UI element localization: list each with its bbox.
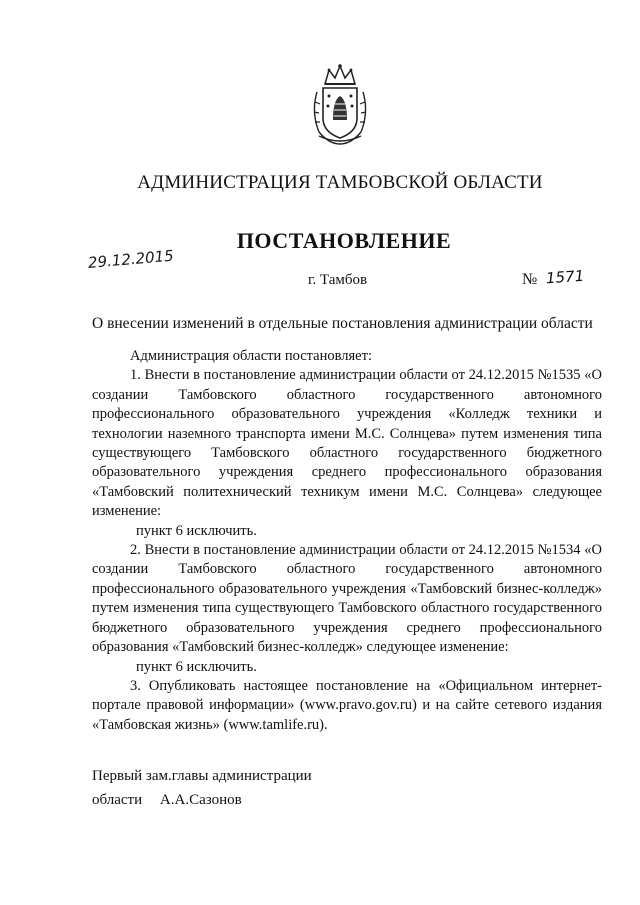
signatory-position: Первый зам.главы администрации bbox=[92, 768, 312, 784]
item-1-change: пункт 6 исключить. bbox=[136, 522, 257, 539]
item-1-paragraph: 1. Внести в постановление администрации области от 24.12.2015 №1535 «О создании Тамбовского областного государственного автономного профессионального образовательного учреждения «Колледж техники и технологии наземного транспорта имени М.С. Солнцева» путем изменения типа существующего Тамбовского областного государственного бюджетного образовательного учреждения среднего профессионального образования «Тамбовский политехнический техникум имени М.С. Солнцева» следующее изменение: bbox=[92, 367, 602, 520]
authority-title: АДМИНИСТРАЦИЯ ТАМБОВСКОЙ ОБЛАСТИ bbox=[137, 172, 543, 193]
handwritten-date: 29.12.2015 bbox=[87, 246, 175, 272]
signatory-name: А.А.Сазонов bbox=[159, 792, 242, 808]
signatory-position-line2: области bbox=[92, 792, 143, 808]
preamble-paragraph: Администрация области постановляет: bbox=[130, 348, 372, 364]
handwritten-number: 1571 bbox=[545, 266, 585, 288]
signatory-line bbox=[92, 788, 312, 812]
item-2-change: пункт 6 исключить. bbox=[136, 658, 257, 675]
number-sign: № bbox=[522, 271, 538, 288]
document-subject: О внесении изменений в отдельные постановления администрации области bbox=[92, 315, 593, 332]
item-2-paragraph: 2. Внести в постановление администрации области от 24.12.2015 №1534 «О создании Тамбовского областного государственного автономного профессионального образовательного учреждения «Тамбовский бизнес-колледж» путем изменения типа существующего Тамбовского областного государственного бюджетного образовательного учреждения среднего профессионального образования «Тамбовский бизнес-колледж» следующее изменение: bbox=[92, 542, 602, 656]
coat-of-arms-icon bbox=[309, 62, 371, 146]
document-type-title: ПОСТАНОВЛЕНИЕ bbox=[236, 228, 452, 253]
document-body bbox=[92, 347, 602, 735]
signature-block bbox=[92, 764, 312, 812]
city-label: г. Тамбов bbox=[308, 272, 368, 288]
item-3-paragraph: 3. Опубликовать настоящее постановление на «Официальном интернет-портале правовой информации» (www.pravo.gov.ru) и на сайте сетевого издания «Тамбовская жизнь» (www.tamlife.ru). bbox=[92, 677, 602, 733]
